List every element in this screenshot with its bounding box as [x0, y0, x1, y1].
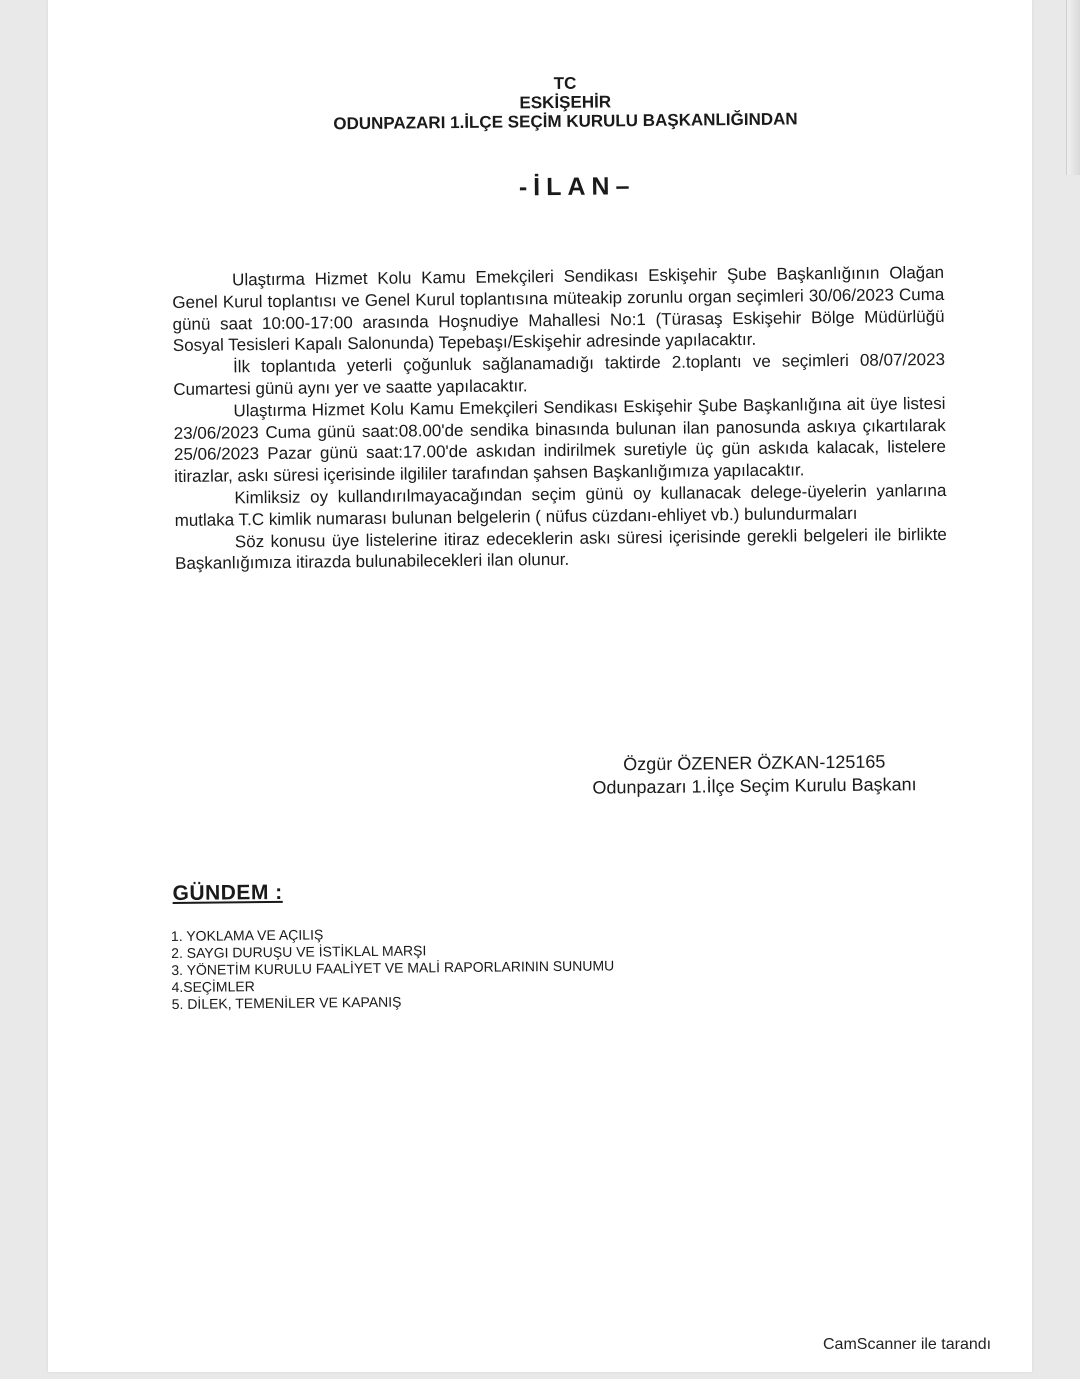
paragraph-2: İlk toplantıda yeterli çoğunluk sağlanamadığı taktirde 2.toplantı ve seçimleri 08/07/2023 Cumartesi günü aynı yer ve saatte yapılacaktır.	[173, 350, 946, 399]
scroll-edge	[1066, 0, 1080, 175]
agenda-item: 2. SAYGI DURUŞU VE İSTİKLAL MARŞI	[171, 942, 427, 962]
agenda-item: 5. DİLEK, TEMENİLER VE KAPANIŞ	[171, 993, 402, 1013]
agenda-item: 1. YOKLAMA VE AÇILIŞ	[170, 926, 324, 945]
announcement-body	[172, 262, 947, 575]
signatory-role: Odunpazarı 1.İlçe Seçim Kurulu Başkanı	[592, 774, 917, 798]
paragraph-4: Kimliksiz oy kullandırılmayacağından seçim günü oy kullanacak delege-üyelerin yanlarına mutlaka T.C kimlik numarası bulunan belgelerin ( nüfus cüzdanı-ehliyet vb.) bulundurmaları	[174, 480, 947, 530]
agenda-title: GÜNDEM :	[172, 880, 283, 906]
document-header	[188, 70, 943, 135]
document-title: -İLAN–	[518, 172, 636, 202]
announcement-document	[170, 70, 947, 1013]
agenda-item: 3. YÖNETİM KURULU FAALİYET VE MALİ RAPORLARININ SUNUMU	[171, 957, 615, 979]
signature-block	[592, 750, 917, 799]
header-city: ESKİŞEHİR	[519, 92, 612, 113]
scanner-watermark: CamScanner ile tarandı	[823, 1336, 992, 1353]
header-authority: ODUNPAZARI 1.İLÇE SEÇİM KURULU BAŞKANLIĞINDAN	[333, 109, 798, 134]
agenda-item: 4.SEÇİMLER	[171, 978, 255, 996]
agenda-list	[171, 923, 615, 1013]
signatory-name: Özgür ÖZENER ÖZKAN-125165	[623, 751, 886, 775]
header-country: TC	[553, 73, 577, 93]
paragraph-3: Ulaştırma Hizmet Kolu Kamu Emekçileri Sendikası Eskişehir Şube Başkanlığına ait üye listesi 23/06/2023 Cuma günü saat:08.00'de sendika binasında bulunan ilan panosunda askıya çıkartılarak 25/06/2023 Pazar günü saat:17.00'de askıdan indirilmek suretiyle üç gün askıda kalacak, listelere itirazlar, askı süresi içerisinde ilgililer tarafından şahsen Başkanlığımıza yapılacaktır.	[173, 393, 947, 487]
paragraph-5: Söz konusu üye listelerine itiraz edeceklerin askı süresi içerisinde gerekli belgeleri ile birlikte Başkanlığımıza itirazda bulunabilecekleri ilan olunur.	[174, 524, 947, 574]
paragraph-1: Ulaştırma Hizmet Kolu Kamu Emekçileri Sendikası Eskişehir Şube Başkanlığının Olağan Genel Kurul toplantısı ve Genel Kurul toplantısına müteakip zorunlu organ seçimleri 30/06/2023 Cuma günü saat 10:00-17:00 arasında Hoşnudiye Mahallesi No:1 (Türasaş Eskişehir Bölge Müdürlüğü Sosyal Tesisleri Kapalı Salonunda) Tepebaşı/Eskişehir adresinde yapılacaktır.	[172, 262, 945, 356]
